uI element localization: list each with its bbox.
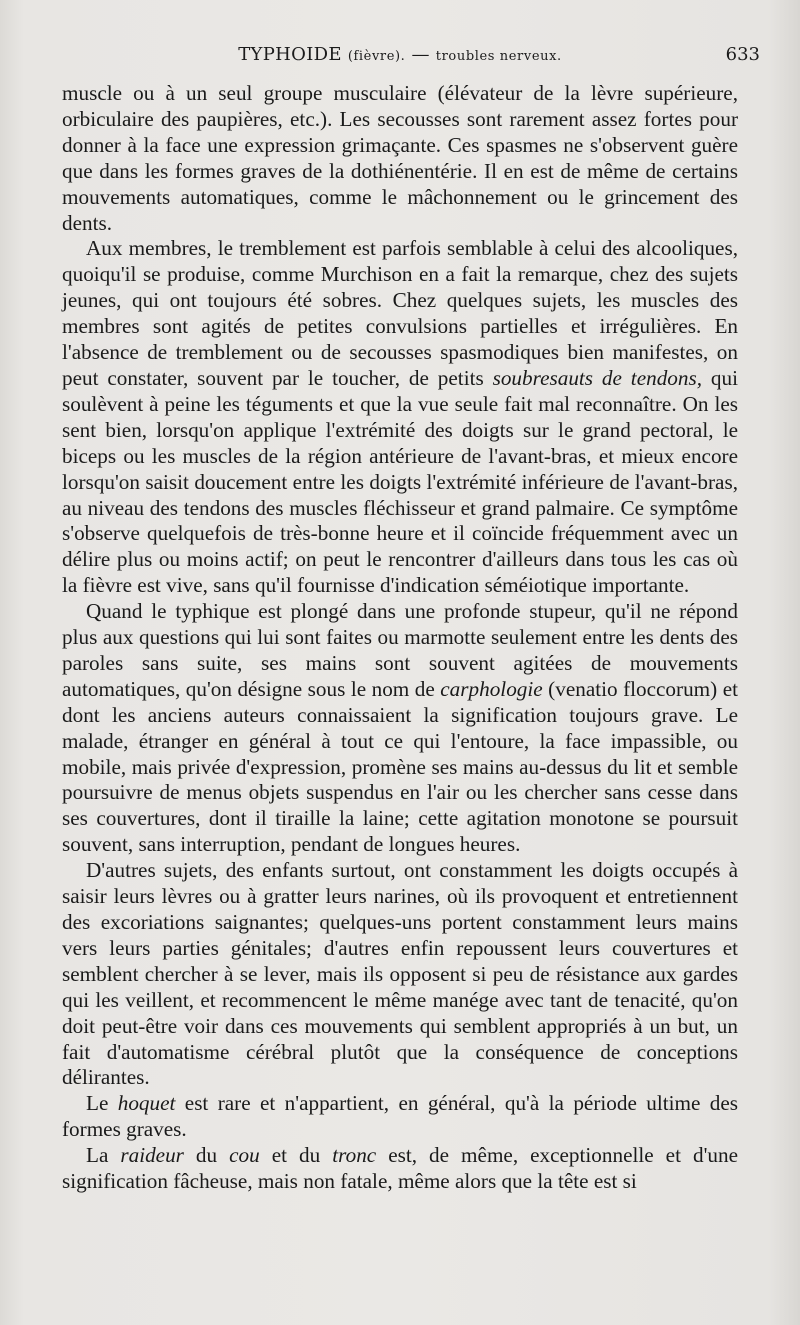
title-section: troubles nerveux. [435, 49, 562, 64]
italic-term-carphologie: carphologie [440, 676, 543, 701]
text-segment: La [86, 1143, 121, 1168]
paragraph-4 [62, 858, 738, 1091]
text-segment: du [183, 1143, 230, 1168]
title-dash: — [411, 44, 430, 65]
text-segment: Quand le typhique est plongé dans une profonde stupeur, qu'il ne répond plus aux questions qui lui sont faites ou marmotte seulement entre les dents des paroles sans suite, ses mains sont souvent agitées de mouvements automatiques, qu'on désigne sous le nom de [62, 599, 738, 701]
text-segment: Aux membres, le tremblement est parfois semblable à celui des alcooliques, quoiqu'il se produise, comme Murchison en a fait la remarque, chez des sujets jeunes, qui ont toujours été sobres. Chez quelques sujets, les muscles des membres sont agités de petites convulsions partielles et irrégulières. En l'absence de tremblement ou de secousses spasmodiques bien manifestes, on peut constater, souvent par le toucher, de petits [62, 236, 738, 390]
page-number: 633 [725, 44, 760, 65]
text-segment: est, de même, exceptionnelle et d'une signification fâcheuse, mais non fatale, même alors que la tête est si [62, 1143, 738, 1194]
italic-term-tronc: tronc [332, 1143, 377, 1168]
title-paren: (fièvre). [347, 49, 406, 64]
paragraph-5 [62, 1091, 738, 1143]
paragraph-1 [62, 81, 738, 236]
text-segment: et du [259, 1143, 333, 1168]
italic-term-hoquet: hoquet [117, 1091, 176, 1116]
text-segment: muscle ou à un seul groupe musculaire (élévateur de la lèvre supérieure, orbiculaire des paupières, etc.). Les secousses sont rarement assez fortes pour donner à la face une expression grimaçante. Ces spasmes ne s'observent guère que dans les formes graves de la dothiénentérie. Il en est de même de certains mouvements automatiques, comme le mâchonnement ou le grincement des dents. [62, 81, 738, 235]
body-text [62, 81, 738, 1195]
paragraph-6 [62, 1143, 738, 1195]
paragraph-2 [62, 236, 738, 599]
title-main: TYPHOIDE [238, 44, 342, 65]
running-title [0, 44, 800, 65]
text-segment: Le [86, 1091, 118, 1116]
paragraph-3 [62, 599, 738, 858]
italic-term-raideur: raideur [120, 1143, 184, 1168]
text-segment: qui soulèvent à peine les téguments et que la vue seule fait mal reconnaître. On les sent bien, lorsqu'on applique l'extrémité des doigts sur le grand pectoral, le biceps ou les muscles de la région antérieure de l'avant-bras, et mieux encore lorsqu'on saisit doucement entre les doigts l'extrémité inférieure de l'avant-bras, au niveau des tendons des muscles fléchisseur et grand palmaire. Ce symptôme s'observe quelquefois de très-bonne heure et il coïncide fréquemment avec un délire plus ou moins actif; on peut le rencontrer d'ailleurs dans tous les cas où la fièvre est vive, sans qu'il fournisse d'indication séméiotique importante. [62, 365, 738, 598]
text-segment: D'autres sujets, des enfants surtout, ont constamment les doigts occupés à saisir leurs lèvres ou à gratter leurs narines, où ils provoquent et entretiennent des excoriations saignantes; quelques-uns portent constamment leurs mains vers leurs parties génitales; d'autres enfin repoussent leurs couvertures et semblent chercher à se lever, mais ils opposent si peu de résistance aux gardes qui les veillent, et recommencent le même manége avec tant de tenacité, qu'on doit peut-être voir dans ces mouvements qui semblent appropriés à un but, un fait d'automatisme cérébral plutôt que la conséquence de conceptions délirantes. [62, 858, 738, 1090]
italic-term-cou: cou [229, 1143, 260, 1168]
text-segment: est rare et n'appartient, en général, qu'à la période ultime des formes graves. [62, 1091, 738, 1142]
text-segment: (venatio floccorum) et dont les anciens auteurs connaissaient la signification toujours grave. Le malade, étranger en général à tout ce qui l'entoure, la face impassible, ou mobile, mais privée d'expression, promène ses mains au-dessus du lit et semble poursuivre de menus objets suspendus en l'air ou les chercher sans cesse dans ses couvertures, dont il tiraille la laine; cette agitation monotone se poursuit souvent, sans interruption, pendant de longues heures. [62, 676, 738, 857]
running-header [0, 44, 800, 74]
italic-term-soubresauts: soubresauts de tendons, [492, 365, 703, 390]
